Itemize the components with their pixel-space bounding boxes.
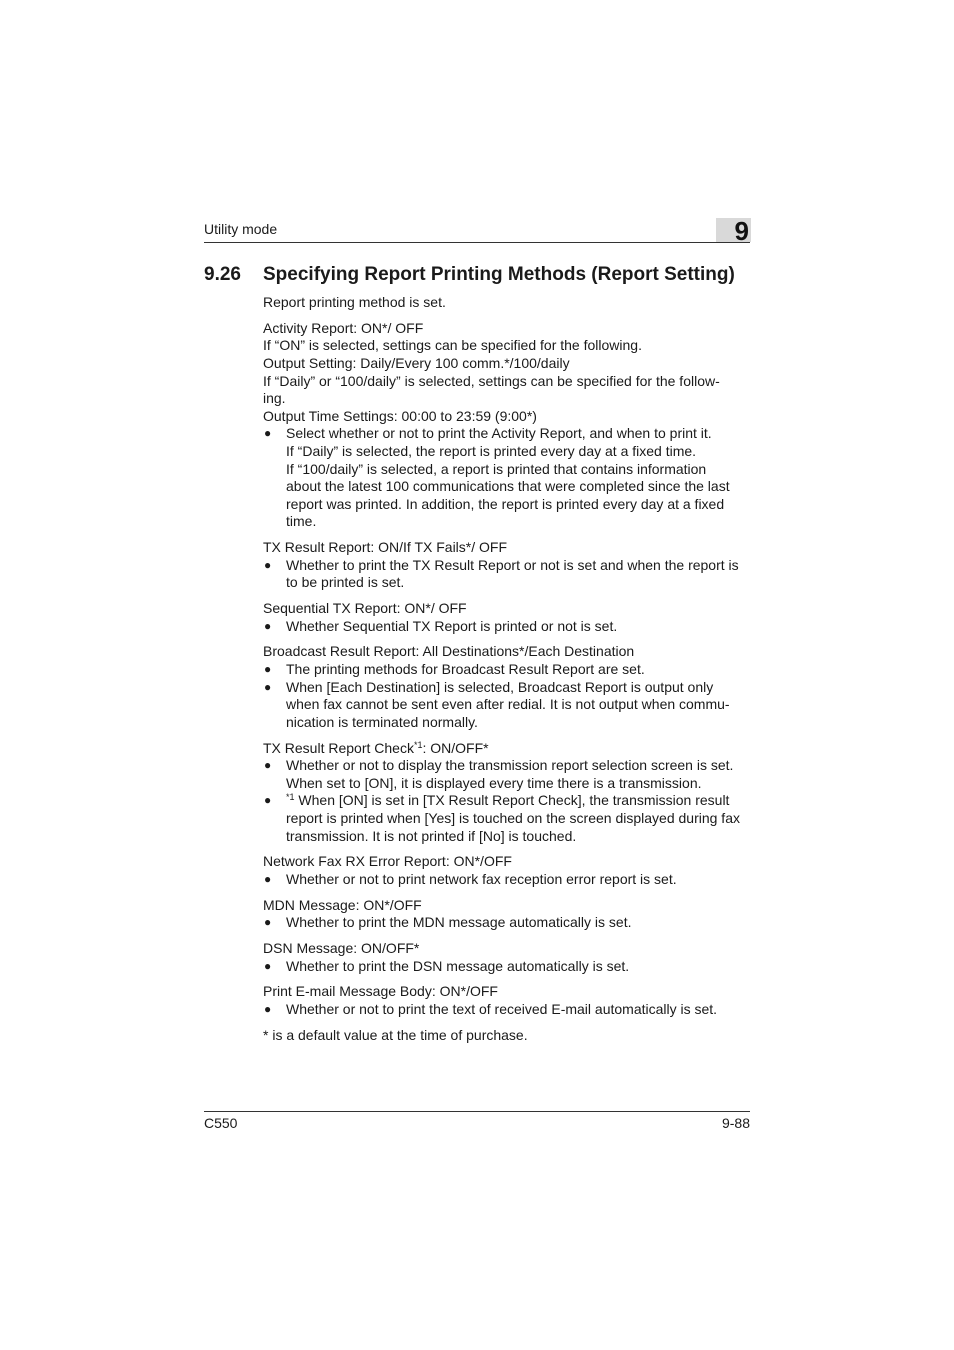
running-head: Utility mode xyxy=(204,221,278,237)
content xyxy=(263,294,751,1044)
bullet-line: Whether to print the DSN message automatically is set. xyxy=(286,957,630,974)
netfax-heading: Network Fax RX Error Report: ON*/OFF xyxy=(263,853,512,870)
section-title-text: Specifying Report Printing Methods (Report Setting) xyxy=(263,264,735,285)
bullet-item xyxy=(263,679,751,732)
bullet-item xyxy=(263,425,751,531)
tx-check-heading-value: : ON/OFF* xyxy=(422,739,489,756)
bullet-item xyxy=(263,618,751,636)
footnote-ref: *1 xyxy=(286,792,295,803)
bullet-item xyxy=(263,757,751,792)
bullet-icon: ● xyxy=(264,679,272,694)
activity-line: ing. xyxy=(263,390,286,407)
bullet-line: If “Daily” is selected, the report is printed every day at a fixed time. xyxy=(286,442,697,459)
bullet-icon: ● xyxy=(264,871,272,886)
tx-check-heading xyxy=(263,740,751,758)
activity-line: Output Time Settings: 00:00 to 23:59 (9:00*) xyxy=(263,407,537,424)
activity-line: If “Daily” or “100/daily” is selected, settings can be specified for the follow- xyxy=(263,372,720,389)
header-rule xyxy=(204,242,750,243)
chapter-tab xyxy=(716,216,751,246)
mdn-heading: MDN Message: ON*/OFF xyxy=(263,896,422,913)
bullet-item xyxy=(263,958,751,976)
tx-result-heading: TX Result Report: ON/If TX Fails*/ OFF xyxy=(263,539,508,556)
bullet-item xyxy=(263,792,751,845)
default-note: * is a default value at the time of purchase. xyxy=(263,1026,528,1043)
bullet-icon: ● xyxy=(264,1002,272,1017)
section-number: 9.26 xyxy=(204,264,241,285)
footnote-ref: *1 xyxy=(413,739,423,750)
bullet-item xyxy=(263,871,751,889)
dsn-heading: DSN Message: ON/OFF* xyxy=(263,940,420,957)
footer-rule xyxy=(204,1111,750,1112)
bullet-line: Whether Sequential TX Report is printed or not is set. xyxy=(286,617,618,634)
bullet-icon: ● xyxy=(264,958,272,973)
bullet-line: Select whether or not to print the Activity Report, and when to print it. xyxy=(286,425,712,442)
chapter-number: 9 xyxy=(734,216,749,246)
email-heading: Print E-mail Message Body: ON*/OFF xyxy=(263,983,498,1000)
bullet-line-text: When [ON] is set in [TX Result Report Check], the transmission result xyxy=(294,792,730,809)
bullet-item xyxy=(263,661,751,679)
bullet-line: When set to [ON], it is displayed every time there is a transmission. xyxy=(286,774,702,791)
bullet-icon: ● xyxy=(264,662,272,677)
bullet-line: Whether or not to print the text of received E-mail automatically is set. xyxy=(286,1001,718,1018)
broadcast-heading: Broadcast Result Report: All Destinations*/Each Destination xyxy=(263,643,635,660)
bullet-item xyxy=(263,914,751,932)
sequential-heading: Sequential TX Report: ON*/ OFF xyxy=(263,600,467,617)
bullet-line: report is printed when [Yes] is touched on the screen displayed during fax xyxy=(286,809,740,826)
bullet-item xyxy=(263,1001,751,1019)
bullet-line: to be printed is set. xyxy=(286,574,405,591)
bullet-icon: ● xyxy=(264,618,272,633)
activity-line: Output Setting: Daily/Every 100 comm.*/100/daily xyxy=(263,354,570,371)
bullet-icon: ● xyxy=(264,793,272,808)
bullet-icon: ● xyxy=(264,915,272,930)
bullet-line: When [Each Destination] is selected, Broadcast Report is output only xyxy=(286,678,714,695)
bullet-line xyxy=(286,792,751,810)
bullet-line: transmission. It is not printed if [No] is touched. xyxy=(286,827,577,844)
activity-heading: Activity Report: ON*/ OFF xyxy=(263,319,424,336)
bullet-line: Whether to print the TX Result Report or not is set and when the report is xyxy=(286,556,739,573)
bullet-line: about the latest 100 communications that were completed since the last xyxy=(286,478,730,495)
bullet-line: report was printed. In addition, the report is printed every day at a fixed xyxy=(286,495,725,512)
bullet-icon: ● xyxy=(264,557,272,572)
bullet-item xyxy=(263,557,751,592)
section-title xyxy=(204,264,735,286)
bullet-line: when fax cannot be sent even after redial. It is not output when commu- xyxy=(286,696,730,713)
bullet-line: time. xyxy=(286,513,317,530)
bullet-line: Whether or not to print network fax reception error report is set. xyxy=(286,870,677,887)
footer-model: C550 xyxy=(204,1115,238,1131)
activity-line: If “ON” is selected, settings can be specified for the following. xyxy=(263,337,642,354)
bullet-line: nication is terminated normally. xyxy=(286,713,478,730)
bullet-line: Whether to print the MDN message automatically is set. xyxy=(286,914,632,931)
bullet-line: The printing methods for Broadcast Result Report are set. xyxy=(286,661,645,678)
bullet-line: If “100/daily” is selected, a report is printed that contains information xyxy=(286,460,707,477)
bullet-icon: ● xyxy=(264,426,272,441)
footer-page-number: 9-88 xyxy=(721,1115,750,1131)
intro-text: Report printing method is set. xyxy=(263,294,446,310)
tx-check-heading-text: TX Result Report Check xyxy=(263,739,414,756)
bullet-line: Whether or not to display the transmission report selection screen is set. xyxy=(286,757,734,774)
bullet-icon: ● xyxy=(264,758,272,773)
